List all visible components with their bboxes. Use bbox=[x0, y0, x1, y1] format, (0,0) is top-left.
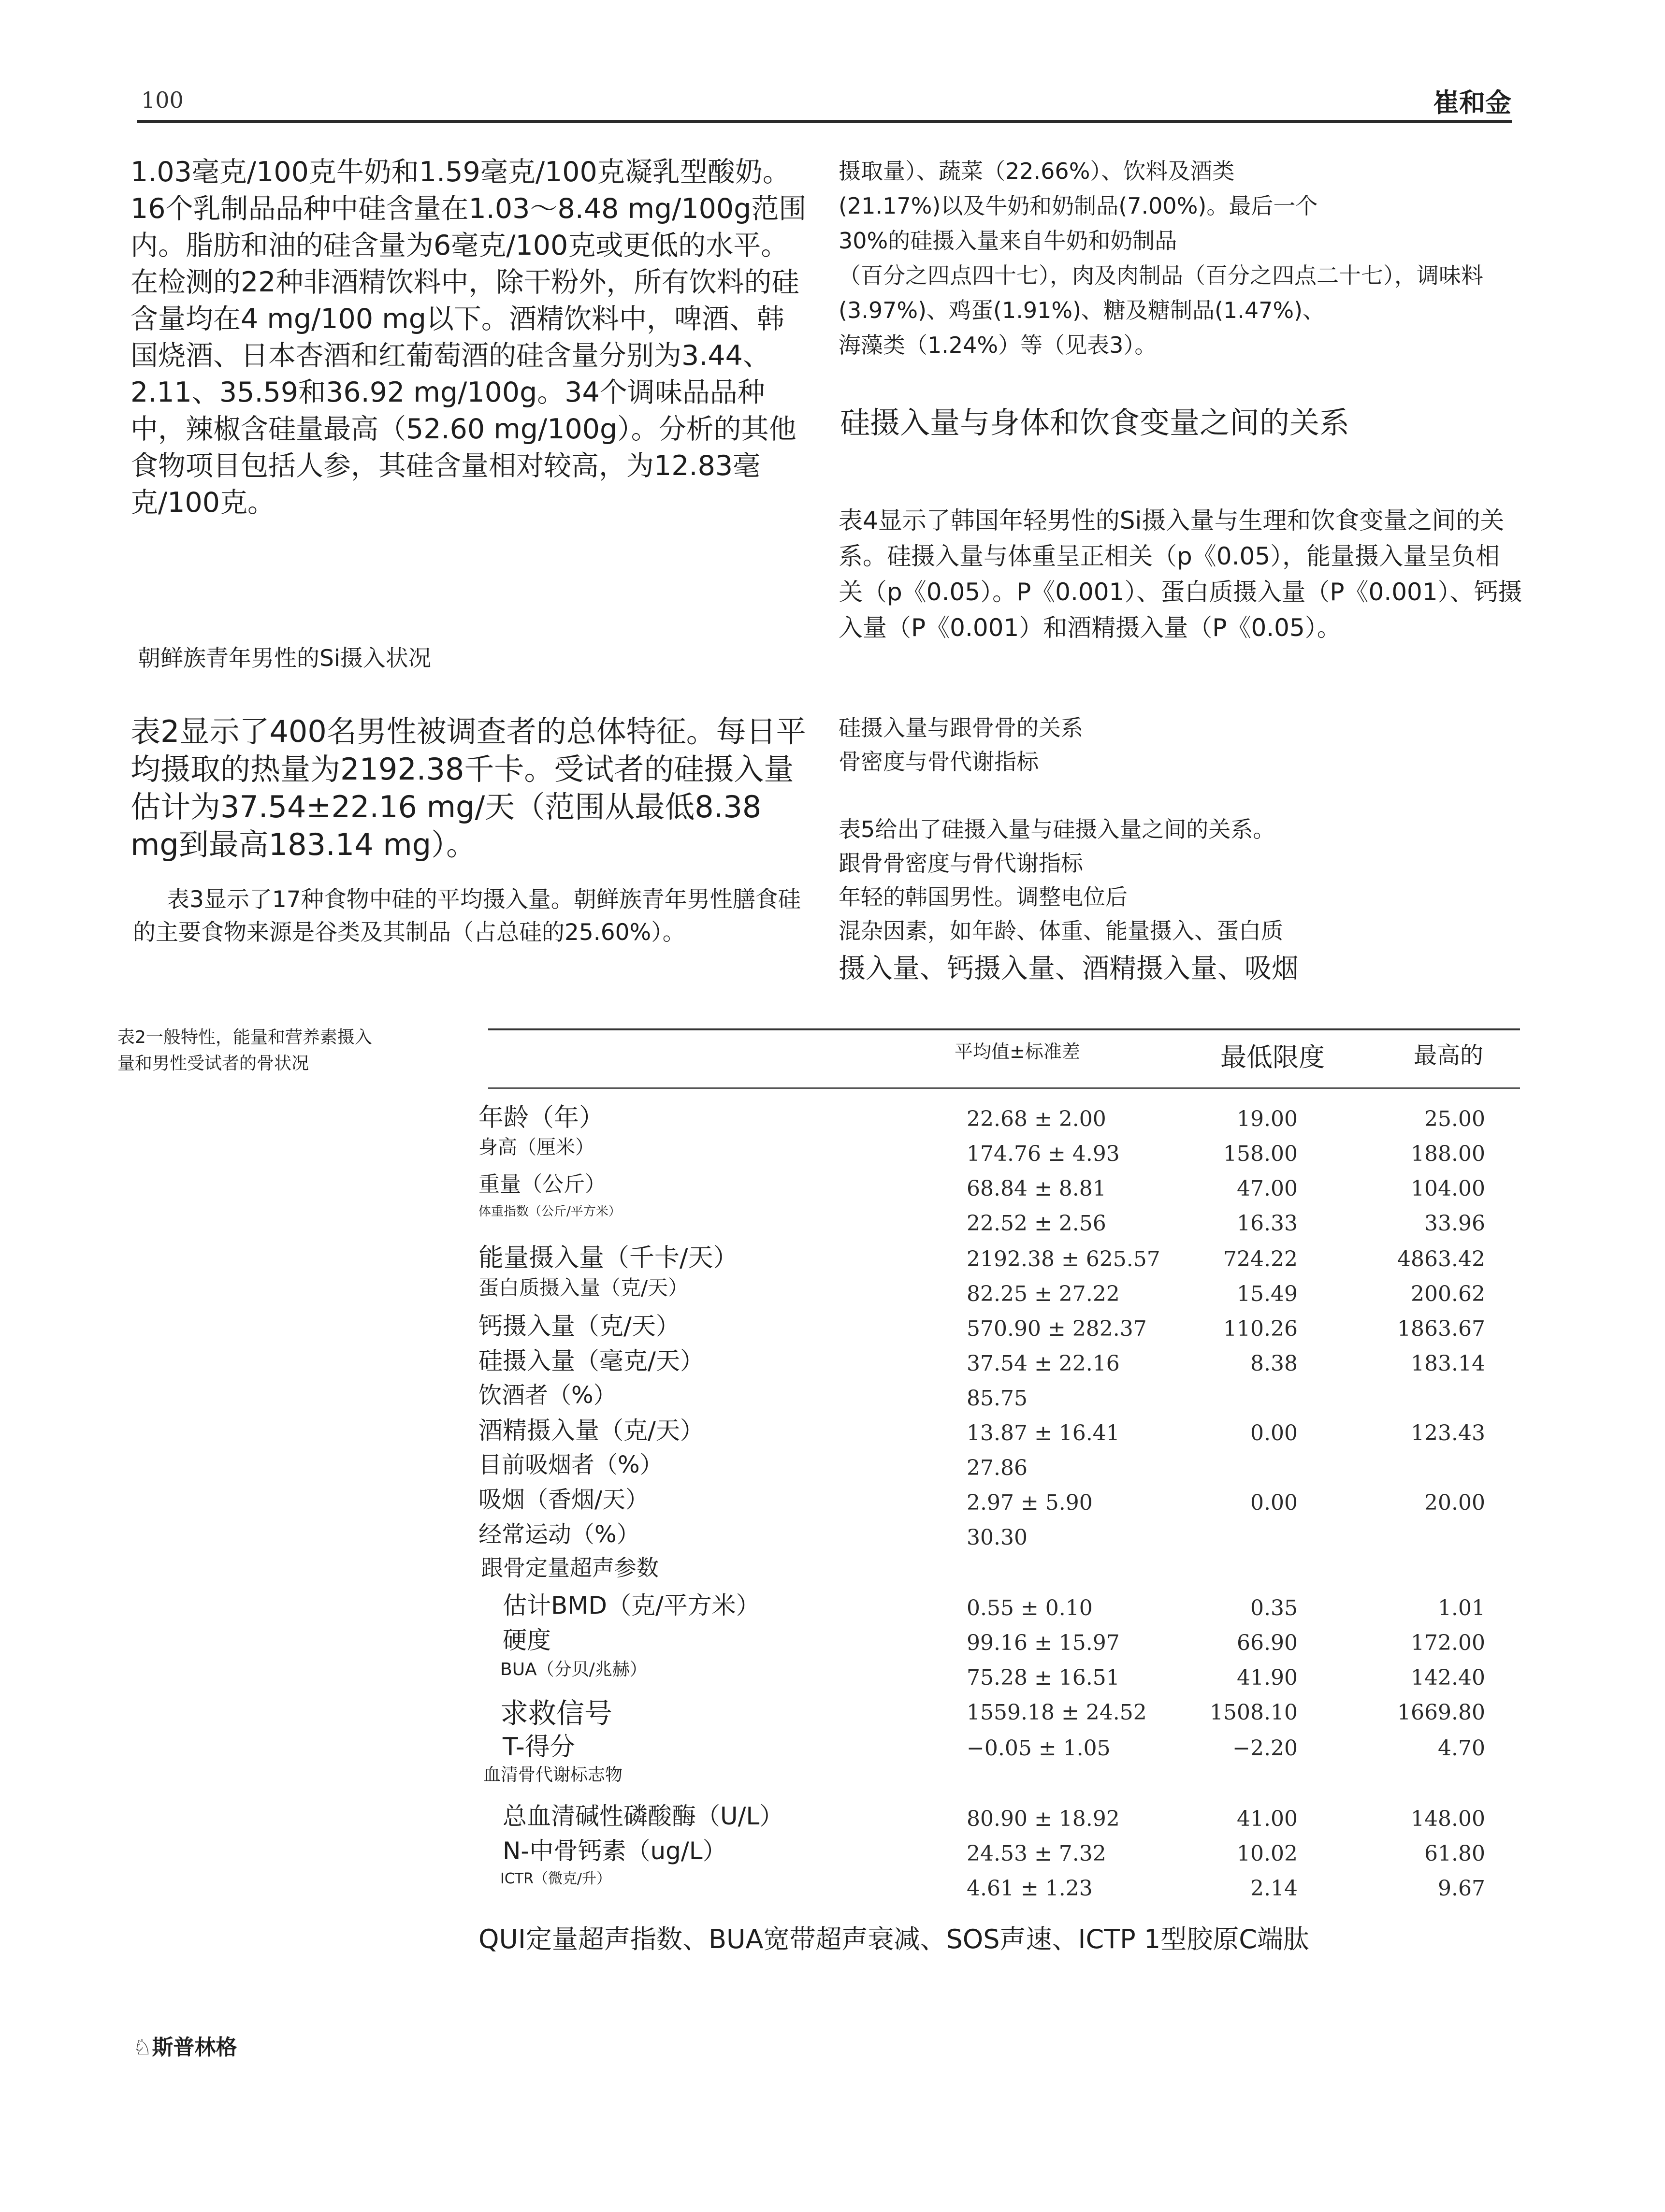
table-row bbox=[0, 1132, 1665, 1166]
row-min: 10.02 bbox=[1237, 1841, 1298, 1866]
row-mean: 24.53 ± 7.32 bbox=[967, 1841, 1106, 1866]
header-rule bbox=[137, 120, 1512, 123]
row-mean: 85.75 bbox=[967, 1386, 1028, 1411]
row-mean: 570.90 ± 282.37 bbox=[967, 1316, 1147, 1341]
row-min: 8.38 bbox=[1250, 1351, 1298, 1376]
row-min: 0.00 bbox=[1250, 1421, 1298, 1446]
row-max: 9.67 bbox=[1438, 1876, 1485, 1901]
table-row bbox=[0, 1621, 1665, 1655]
table-row bbox=[0, 1376, 1665, 1410]
row-mean: 22.68 ± 2.00 bbox=[967, 1107, 1106, 1131]
right-line-6: 海藻类（1.24%）等（见表3）。 bbox=[839, 332, 1157, 358]
row-label: 酒精摄入量（克/天） bbox=[478, 1417, 704, 1445]
left-paragraph-3: 表3显示了17种食物中硅的平均摄入量。朝鲜族青年男性膳食硅的主要食物来源是谷类及其制品（占总硅的25.60%）。 bbox=[133, 886, 801, 946]
row-min: 1508.10 bbox=[1210, 1700, 1298, 1725]
right-para3-line-4: 混杂因素，如年龄、体重、能量摄入、蛋白质 bbox=[839, 918, 1283, 944]
row-max: 172.00 bbox=[1411, 1631, 1485, 1655]
row-label: 蛋白质摄入量（克/天） bbox=[478, 1276, 689, 1300]
row-mean: 30.30 bbox=[967, 1525, 1028, 1550]
right-subheading-line-2: 骨密度与骨代谢指标 bbox=[839, 749, 1039, 775]
table-top-rule bbox=[488, 1028, 1520, 1030]
row-label: BUA（分贝/兆赫） bbox=[500, 1660, 647, 1679]
row-max: 104.00 bbox=[1411, 1176, 1485, 1201]
table-header-max: 最高的 bbox=[1414, 1042, 1484, 1069]
row-label: 身高（厘米） bbox=[478, 1136, 594, 1158]
row-max: 148.00 bbox=[1411, 1807, 1485, 1831]
row-max: 200.62 bbox=[1411, 1282, 1485, 1306]
row-max: 183.14 bbox=[1411, 1351, 1485, 1376]
row-mean: 2192.38 ± 625.57 bbox=[967, 1247, 1160, 1272]
row-mean: 2.97 ± 5.90 bbox=[967, 1490, 1093, 1515]
publisher-horse-icon: ♘ bbox=[133, 2035, 152, 2060]
publisher-name: 斯普林格 bbox=[152, 2035, 237, 2060]
table-row bbox=[0, 1832, 1665, 1865]
row-label: 年龄（年） bbox=[478, 1103, 605, 1132]
row-label: 总血清碱性磷酸酶（U/L） bbox=[503, 1802, 784, 1830]
row-max: 4.70 bbox=[1438, 1736, 1485, 1761]
row-max: 61.80 bbox=[1424, 1841, 1485, 1866]
row-mean: 27.86 bbox=[967, 1456, 1028, 1480]
table-row bbox=[0, 1307, 1665, 1341]
row-min: 158.00 bbox=[1223, 1142, 1298, 1166]
table-row bbox=[0, 1866, 1665, 1900]
table-row bbox=[0, 1237, 1665, 1271]
row-min: 2.14 bbox=[1250, 1876, 1298, 1901]
row-max: 25.00 bbox=[1424, 1107, 1485, 1131]
right-para3-line-2: 跟骨骨密度与骨代谢指标 bbox=[839, 850, 1083, 876]
row-min: −2.20 bbox=[1232, 1736, 1298, 1761]
row-label: 求救信号 bbox=[500, 1697, 613, 1730]
right-para3-last-line: 摄入量、钙摄入量、酒精摄入量、吸烟 bbox=[839, 953, 1299, 984]
table-row bbox=[0, 1550, 1665, 1584]
left-paragraph-1: 1.03毫克/100克牛奶和1.59毫克/100克凝乳型酸奶。16个乳制品品种中硅含量在1.03～8.48 mg/100g范围内。脂肪和油的硅含量为6毫克/100克或更低的水平。在检测的22种非酒精饮料中，除干粉外，所有饮料的硅含量均在4 mg/100 mg以下。酒精饮料中，啤酒、韩国烧酒、日本杏酒和红葡萄酒的硅含量分别为3.44、2.11、35.59和36.92 mg/100g。34个调味品品种中，辣椒含硅量最高（52.60 mg/100g）。分析的其他食物项目包括人参，其硅含量相对较高，为12.83毫克/100克。 bbox=[130, 156, 807, 519]
row-mean: −0.05 ± 1.05 bbox=[967, 1736, 1111, 1761]
left-section-heading: 朝鲜族青年男性的Si摄入状况 bbox=[138, 645, 431, 672]
table-header-rule bbox=[488, 1087, 1520, 1089]
row-min: 41.00 bbox=[1237, 1807, 1298, 1831]
table-row bbox=[0, 1342, 1665, 1375]
table-row bbox=[0, 1097, 1665, 1131]
row-label: 经常运动（%） bbox=[478, 1521, 640, 1548]
right-paragraph-2: 表4显示了韩国年轻男性的Si摄入量与生理和饮食变量之间的关系。硅摄入量与体重呈正相关（p《0.05），能量摄入量呈负相关（p《0.05）。P《0.001）、蛋白质摄入量（P《0.001）、钙摄入量（P《0.001）和酒精摄入量（P《0.05）。 bbox=[839, 506, 1522, 642]
row-max: 20.00 bbox=[1424, 1490, 1485, 1515]
row-mean: 80.90 ± 18.92 bbox=[967, 1807, 1120, 1831]
author-name: 崔和金 bbox=[1433, 87, 1511, 118]
right-line-4: （百分之四点四十七），肉及肉制品（百分之四点二十七），调味料 bbox=[839, 262, 1483, 289]
row-label: 重量（公斤） bbox=[478, 1172, 606, 1197]
table-row bbox=[0, 1516, 1665, 1549]
table-row bbox=[0, 1656, 1665, 1690]
table-row bbox=[0, 1481, 1665, 1515]
row-max: 123.43 bbox=[1411, 1421, 1485, 1446]
page-number: 100 bbox=[141, 87, 184, 113]
row-min: 110.26 bbox=[1223, 1316, 1298, 1341]
row-label: 体重指数（公斤/平方米） bbox=[478, 1204, 621, 1219]
table-row bbox=[0, 1726, 1665, 1760]
row-min: 16.33 bbox=[1237, 1211, 1298, 1236]
row-label: 吸烟（香烟/天） bbox=[478, 1486, 649, 1513]
row-label: 硅摄入量（毫克/天） bbox=[478, 1347, 704, 1375]
row-max: 1.01 bbox=[1438, 1596, 1485, 1620]
right-para3-line-1: 表5给出了硅摄入量与硅摄入量之间的关系。 bbox=[839, 816, 1275, 842]
table-row bbox=[0, 1691, 1665, 1730]
row-label: 估计BMD（克/平方米） bbox=[503, 1591, 760, 1619]
row-min: 0.35 bbox=[1250, 1596, 1298, 1620]
row-mean: 82.25 ± 27.22 bbox=[967, 1282, 1120, 1306]
row-label: 跟骨定量超声参数 bbox=[481, 1555, 659, 1581]
row-max: 4863.42 bbox=[1397, 1247, 1485, 1272]
row-label: 钙摄入量（克/天） bbox=[478, 1312, 680, 1340]
table-footnote: QUI定量超声指数、BUA宽带超声衰减、SOS声速、ICTP 1型胶原C端肽 bbox=[478, 1924, 1309, 1954]
table-row bbox=[0, 1446, 1665, 1480]
right-para3-line-3: 年轻的韩国男性。调整电位后 bbox=[839, 884, 1128, 910]
row-label: 饮酒者（%） bbox=[478, 1382, 617, 1409]
right-line-5: (3.97%)、鸡蛋(1.91%)、糖及糖制品(1.47%)、 bbox=[839, 297, 1325, 323]
row-mean: 1559.18 ± 24.52 bbox=[967, 1700, 1147, 1725]
row-label: T-得分 bbox=[503, 1733, 575, 1762]
table-header-min: 最低限度 bbox=[1220, 1042, 1325, 1072]
table-row bbox=[0, 1586, 1665, 1620]
table-caption: 表2一般特性，能量和营养素摄入量和男性受试者的骨状况 bbox=[117, 1027, 372, 1073]
row-mean: 75.28 ± 16.51 bbox=[967, 1665, 1120, 1690]
right-subheading-line-1: 硅摄入量与跟骨骨的关系 bbox=[839, 715, 1083, 741]
table-row bbox=[0, 1411, 1665, 1445]
row-mean: 13.87 ± 16.41 bbox=[967, 1421, 1120, 1446]
row-max: 188.00 bbox=[1411, 1142, 1485, 1166]
left-paragraph-2: 表2显示了400名男性被调查者的总体特征。每日平均摄取的热量为2192.38千卡。受试者的硅摄入量估计为37.54±22.16 mg/天（范围从最低8.38 mg到最高183.14 mg）。 bbox=[130, 714, 806, 862]
row-mean: 37.54 ± 22.16 bbox=[967, 1351, 1120, 1376]
table-row bbox=[0, 1201, 1665, 1235]
publisher-logo bbox=[133, 2030, 237, 2061]
row-mean: 0.55 ± 0.10 bbox=[967, 1596, 1093, 1620]
row-label: ICTR（微克/升） bbox=[500, 1870, 611, 1887]
row-min: 41.90 bbox=[1237, 1665, 1298, 1690]
table-row bbox=[0, 1272, 1665, 1306]
right-line-2: (21.17%)以及牛奶和奶制品(7.00%)。最后一个 bbox=[839, 193, 1318, 219]
table-header-mean: 平均值±标准差 bbox=[955, 1041, 1080, 1062]
row-mean: 4.61 ± 1.23 bbox=[967, 1876, 1093, 1901]
table-row bbox=[0, 1167, 1665, 1200]
row-label: 硬度 bbox=[503, 1626, 551, 1654]
row-mean: 99.16 ± 15.97 bbox=[967, 1631, 1120, 1655]
row-label: 血清骨代谢标志物 bbox=[483, 1765, 623, 1785]
right-line-1: 摄取量）、蔬菜（22.66%）、饮料及酒类 bbox=[839, 158, 1235, 184]
row-min: 15.49 bbox=[1237, 1282, 1298, 1306]
row-mean: 174.76 ± 4.93 bbox=[967, 1142, 1120, 1166]
row-max: 33.96 bbox=[1424, 1211, 1485, 1236]
row-min: 47.00 bbox=[1237, 1176, 1298, 1201]
row-min: 66.90 bbox=[1237, 1631, 1298, 1655]
row-min: 0.00 bbox=[1250, 1490, 1298, 1515]
row-min: 724.22 bbox=[1223, 1247, 1298, 1272]
row-min: 19.00 bbox=[1237, 1107, 1298, 1131]
row-mean: 22.52 ± 2.56 bbox=[967, 1211, 1106, 1236]
row-label: 能量摄入量（千卡/天） bbox=[478, 1243, 738, 1272]
row-mean: 68.84 ± 8.81 bbox=[967, 1176, 1106, 1201]
table-row bbox=[0, 1761, 1665, 1795]
table-row bbox=[0, 1797, 1665, 1831]
row-max: 1863.67 bbox=[1397, 1316, 1485, 1341]
right-line-3: 30%的硅摄入量来自牛奶和奶制品 bbox=[839, 228, 1177, 254]
row-label: 目前吸烟者（%） bbox=[478, 1451, 663, 1478]
row-label: N-中骨钙素（ug/L） bbox=[503, 1837, 727, 1865]
row-max: 142.40 bbox=[1411, 1665, 1485, 1690]
right-section-heading: 硅摄入量与身体和饮食变量之间的关系 bbox=[840, 405, 1350, 440]
row-max: 1669.80 bbox=[1397, 1700, 1485, 1725]
